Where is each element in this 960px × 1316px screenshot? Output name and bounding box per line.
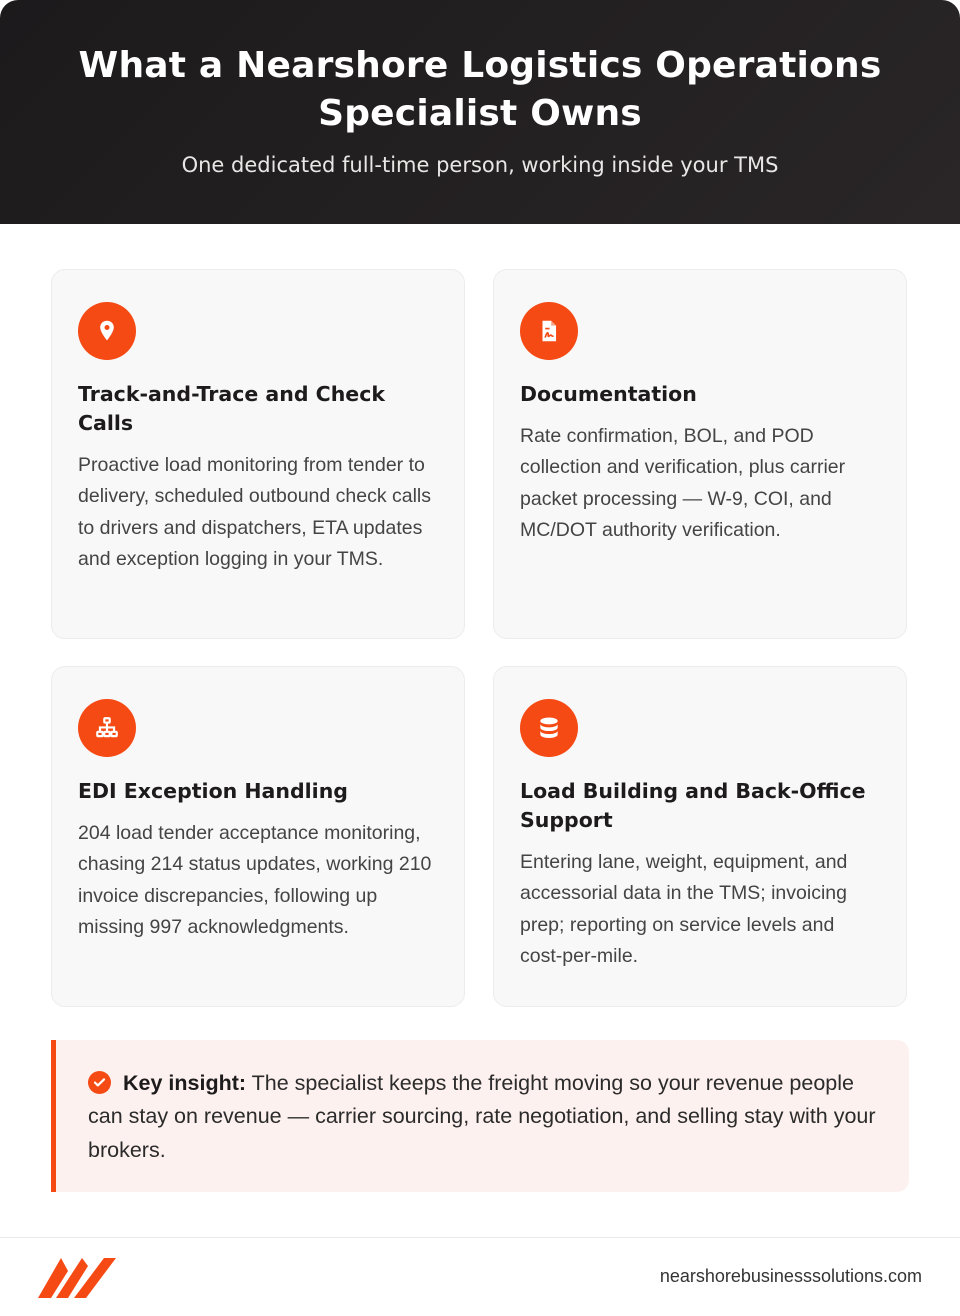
card-title: Track-and-Trace and Check Calls — [78, 382, 385, 435]
key-insight-text: The specialist keeps the freight moving so your revenue people can stay on revenue — carrier sourcing, rate negotiation, and selling stay with your brokers. — [88, 1071, 876, 1162]
card-track-and-trace — [51, 269, 465, 639]
database-icon — [520, 699, 578, 757]
card-description: Proactive load monitoring from tender to delivery, scheduled outbound check calls to drivers and dispatchers, ETA updates and exception logging in your TMS. — [78, 454, 432, 570]
check-circle-icon — [88, 1071, 111, 1094]
card-title: Load Building and Back-Office Support — [520, 779, 866, 832]
card-documentation — [493, 269, 907, 639]
card-load-building — [493, 666, 907, 1007]
card-description: 204 load tender acceptance monitoring, chasing 214 status updates, working 210 invoice discrepancies, following up missing 997 acknowledgments. — [78, 822, 432, 938]
network-icon — [78, 699, 136, 757]
brand-logo — [38, 1258, 116, 1302]
card-description: Rate confirmation, BOL, and POD collection and verification, plus carrier packet processing — W-9, COI, and MC/DOT authority verification. — [520, 425, 846, 541]
document-signature-icon — [520, 302, 578, 360]
page-title: What a Nearshore Logistics Operations Specialist Owns — [78, 45, 882, 134]
card-edi-exception — [51, 666, 465, 1007]
card-title: Documentation — [520, 382, 697, 406]
card-description: Entering lane, weight, equipment, and accessorial data in the TMS; invoicing prep; reporting on service levels and cost-per-mile. — [520, 851, 848, 967]
key-insight-callout — [51, 1040, 909, 1192]
website-url: nearshorebusinesssolutions.com — [659, 1266, 922, 1286]
footer — [0, 1237, 960, 1316]
map-pin-icon — [78, 302, 136, 360]
card-title: EDI Exception Handling — [78, 779, 348, 803]
page-subtitle: One dedicated full-time person, working inside your TMS — [181, 153, 779, 177]
key-insight-label: Key insight: — [123, 1071, 247, 1095]
header-banner — [0, 0, 960, 224]
